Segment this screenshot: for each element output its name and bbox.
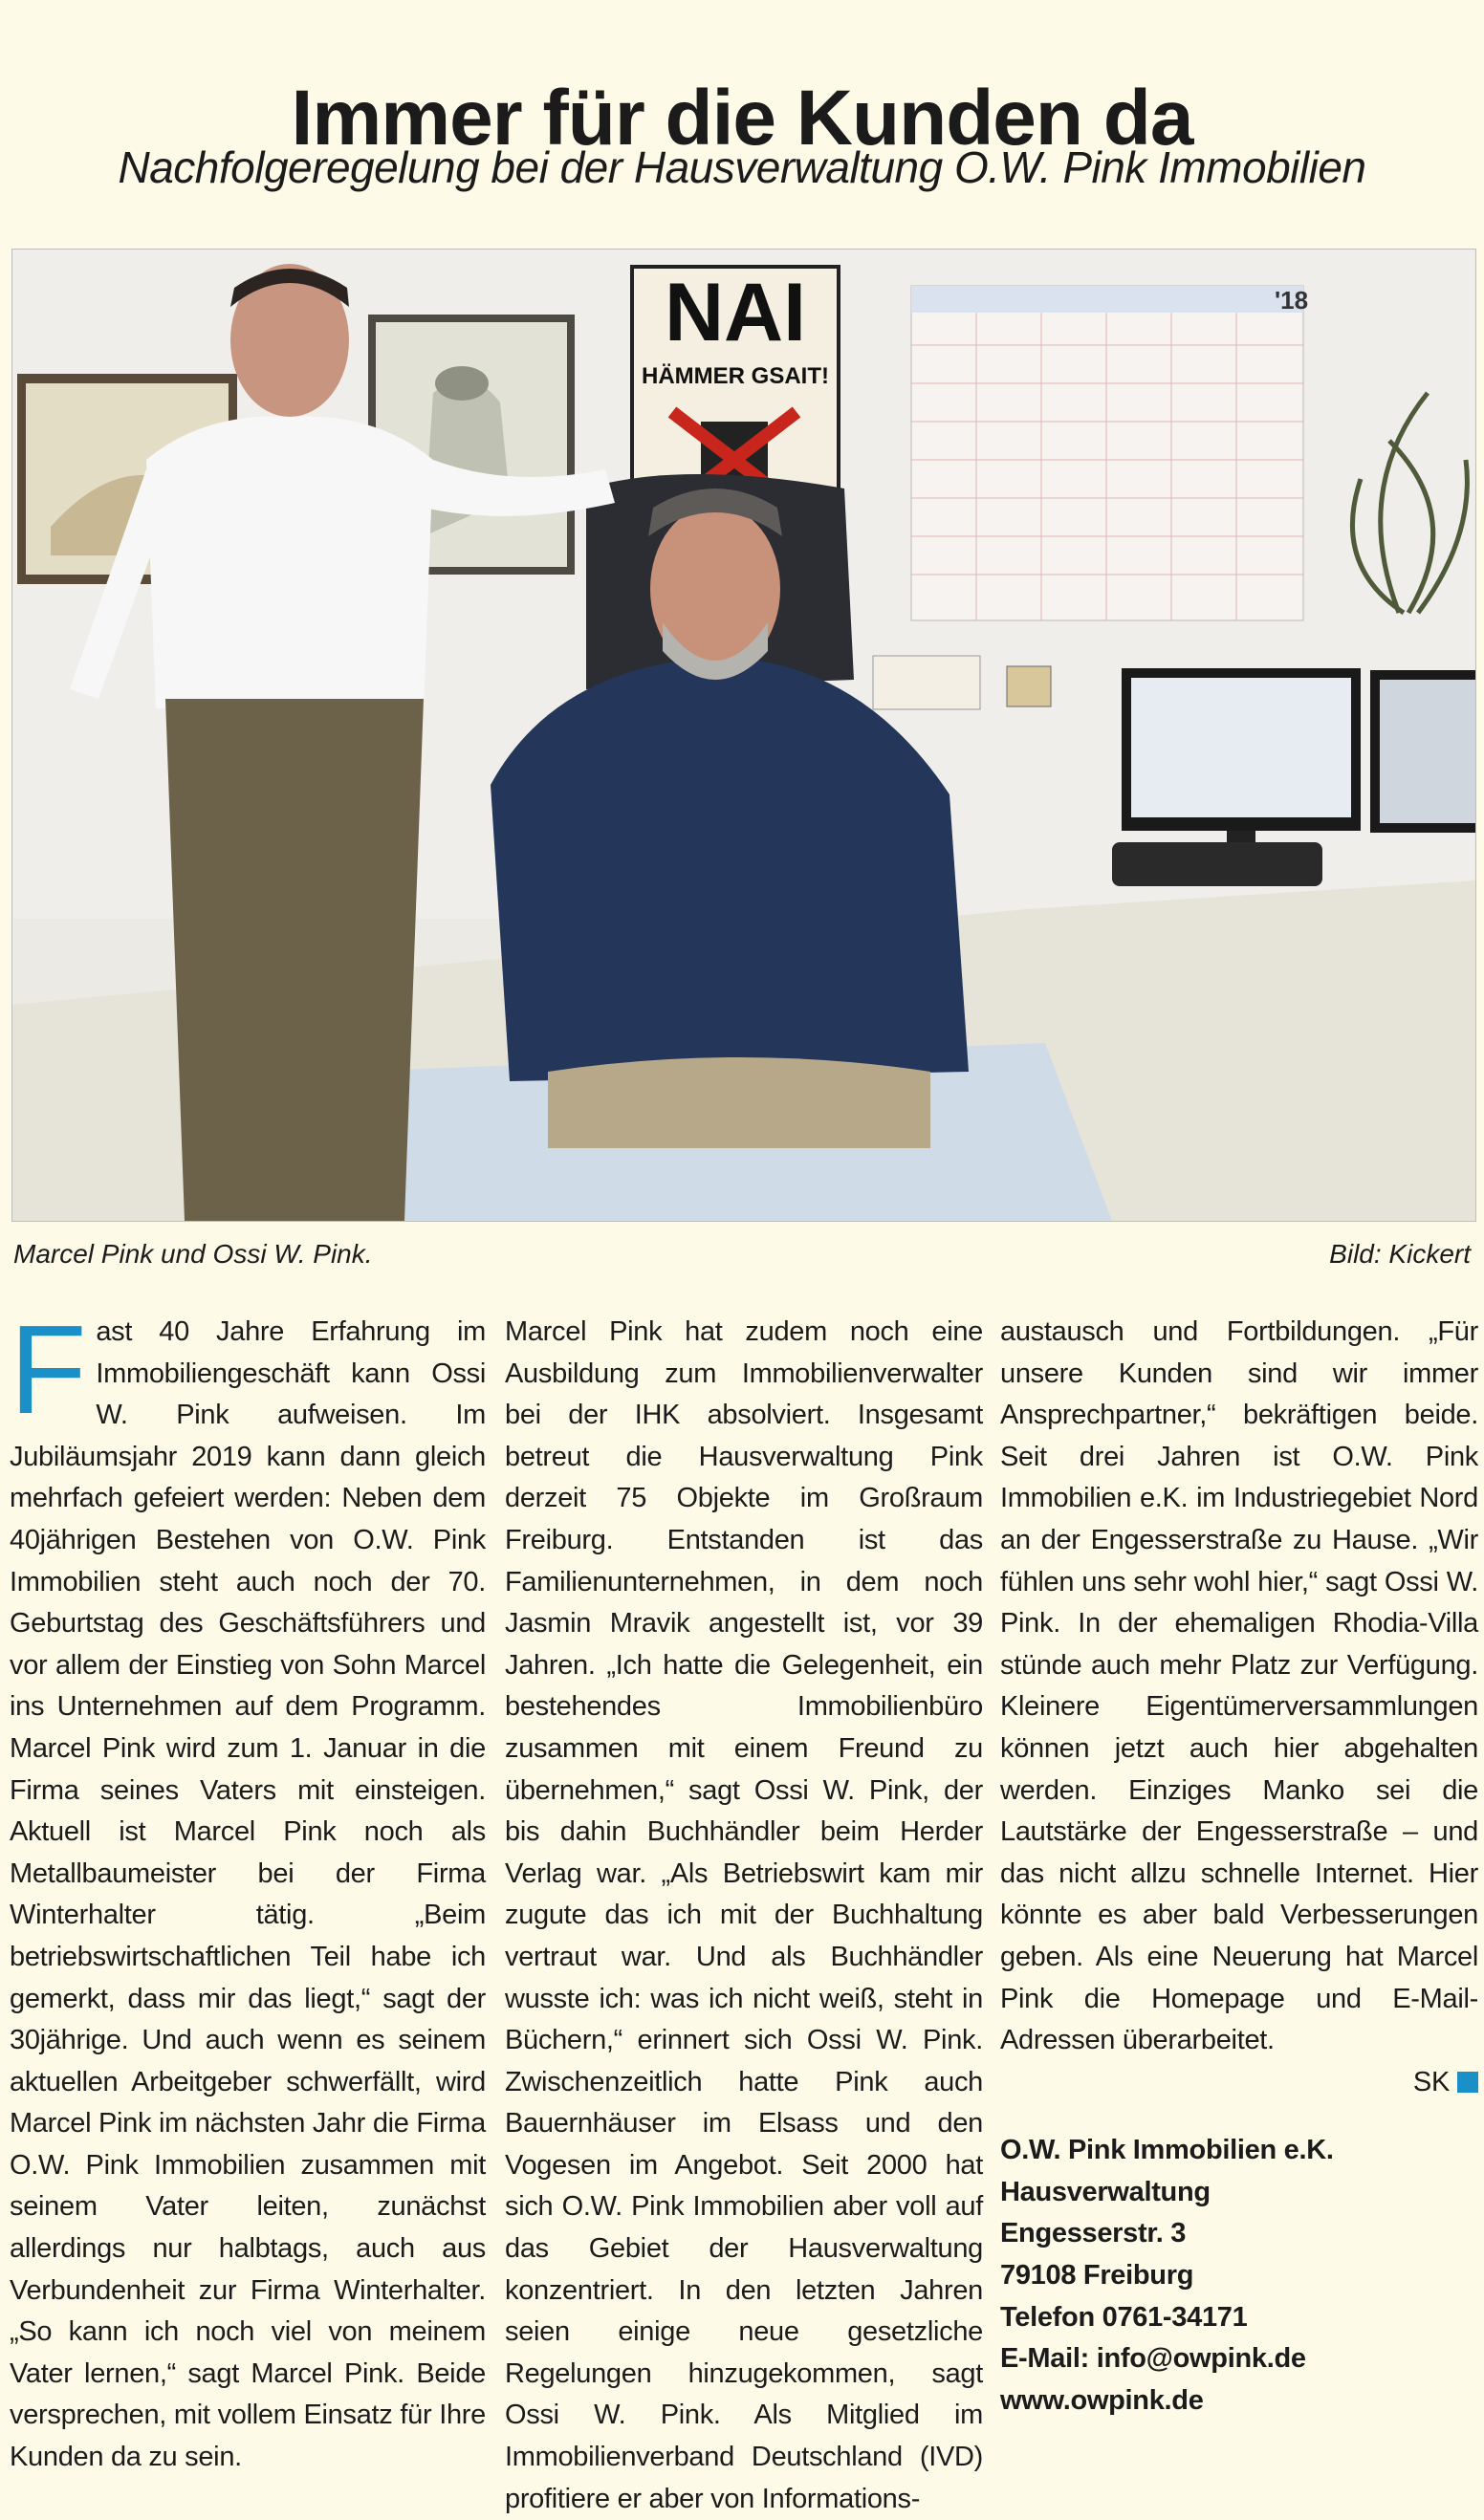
- contact-box: [1000, 2130, 1478, 2422]
- article-column-1: [10, 1299, 486, 2479]
- article-column-3: [1000, 1312, 1478, 2422]
- drop-cap: F: [10, 1299, 87, 1440]
- column-3-text: austausch und Fortbildungen. „Für unsere Kunden sind wir immer Ansprechpartner,“ bekräftigen beide. Seit drei Jahren ist O.W. Pink Immobilien e.K. im Industriegebiet Nord an der Engesserstraße zu Hause. „Wir fühlen uns sehr wohl hier,“ sagt Ossi W. Pink. In der ehemaligen Rhodia-Villa stünde auch mehr Platz zur Verfügung. Kleinere Eigentümerversammlungen können jetzt auch hier abgehalten werden. Einziges Manko sei die Lautstärke der Engesserstraße – und das nicht allzu schnelle Internet. Hier könnte es aber bald Verbesserungen geben. Als eine Neuerung hat Marcel Pink die Homepage und E-Mail-Adressen überarbeitet.: [1000, 1316, 1478, 2056]
- signature-text: SK: [1412, 2066, 1450, 2097]
- department: Hausverwaltung: [1000, 2176, 1211, 2207]
- headline: Immer für die Kunden da: [291, 74, 1193, 162]
- wall-calendar: [911, 286, 1308, 620]
- city: 79108 Freiburg: [1000, 2260, 1194, 2292]
- street-address: Engesserstr. 3: [1000, 2218, 1187, 2249]
- email-link[interactable]: E-Mail: info@owpink.de: [1000, 2343, 1306, 2375]
- photo-caption: Marcel Pink und Ossi W. Pink.: [13, 1239, 373, 1269]
- article-photo: [11, 249, 1476, 1222]
- svg-text:NAI: NAI: [664, 267, 807, 358]
- phone: Telefon 0761-34171: [1000, 2301, 1248, 2333]
- photo-credit: Bild: Kickert: [1329, 1239, 1471, 1269]
- end-square-icon: [1457, 2072, 1478, 2093]
- column-1-text: ast 40 Jahre Erfahrung im Immobiliengeschäft kann Ossi W. Pink aufweisen. Im Jubiläumsjahr 2019 kann dann gleich mehrfach gefeiert werden: Neben dem 40jährigen Bestehen von O.W. Pink Immobilien steht auch noch der 70. Geburtstag des Geschäftsführers und vor allem der Einstieg von Sohn Marcel ins Unternehmen auf dem Programm. Marcel Pink wird zum 1. Januar in die Firma seines Vaters mit einsteigen. Aktuell ist Marcel Pink noch als Metallbaumeister bei der Firma Winterhalter tätig. „Beim betriebswirtschaftlichen Teil habe ich gemerkt, dass mir das liegt,“ sagt der 30jährige. Und auch wenn es seinem aktuellen Arbeitgeber schwerfällt, wird Marcel Pink im nächsten Jahr die Firma O.W. Pink Immobilien zusammen mit seinem Vater leiten, zunächst allerdings nur halbtags, auch aus Verbundenheit zur Firma Winterhalter. „So kann ich noch viel von meinem Vater lernen,“ sagt Marcel Pink. Beide versprechen, mit vollem Einsatz für Ihre Kunden da zu sein.: [10, 1316, 486, 2473]
- column-2-text: Marcel Pink hat zudem noch eine Ausbildung zum Immobilienverwalter bei der IHK absolviert. Insgesamt betreut die Hausverwaltung Pink derzeit 75 Objekte im Großraum Freiburg. Entstanden ist das Familienunternehmen, in dem noch Jasmin Mravik angestellt ist, vor 39 Jahren. „Ich hatte die Gelegenheit, ein bestehendes Immobilienbüro zusammen mit einem Freund zu übernehmen,“ sagt Ossi W. Pink, der bis dahin Buchhändler beim Herder Verlag war. „Als Betriebswirt kam mir zugute das ich mit der Buchhaltung vertraut war. Und als Buchhändler wusste ich: was ich nicht weiß, steht in Büchern,“ erinnert sich Ossi W. Pink. Zwischenzeitlich hatte Pink auch Bauernhäuser im Elsass und den Vogesen im Angebot. Seit 2000 hat sich O.W. Pink Immobilien aber voll auf das Gebiet der Hausverwaltung konzentriert. In den letzten Jahren seien einige neue gesetzliche Regelungen hinzugekommen, sagt Ossi W. Pink. Als Mitglied im Immobilienverband Deutschland (IVD) profitiere er aber von Informations-: [505, 1316, 983, 2514]
- svg-text:HÄMMER GSAIT!: HÄMMER GSAIT!: [642, 363, 829, 389]
- subtitle: Nachfolgeregelung bei der Hausverwaltung O.W. Pink Immobilien: [118, 142, 1366, 192]
- company-name: O.W. Pink Immobilien e.K.: [1000, 2135, 1334, 2166]
- article-column-2: [505, 1312, 983, 2520]
- svg-text:'18: '18: [1275, 286, 1309, 315]
- website-link[interactable]: www.owpink.de: [1000, 2384, 1204, 2416]
- author-signature: [1000, 2062, 1478, 2104]
- keyboard: [1112, 842, 1322, 886]
